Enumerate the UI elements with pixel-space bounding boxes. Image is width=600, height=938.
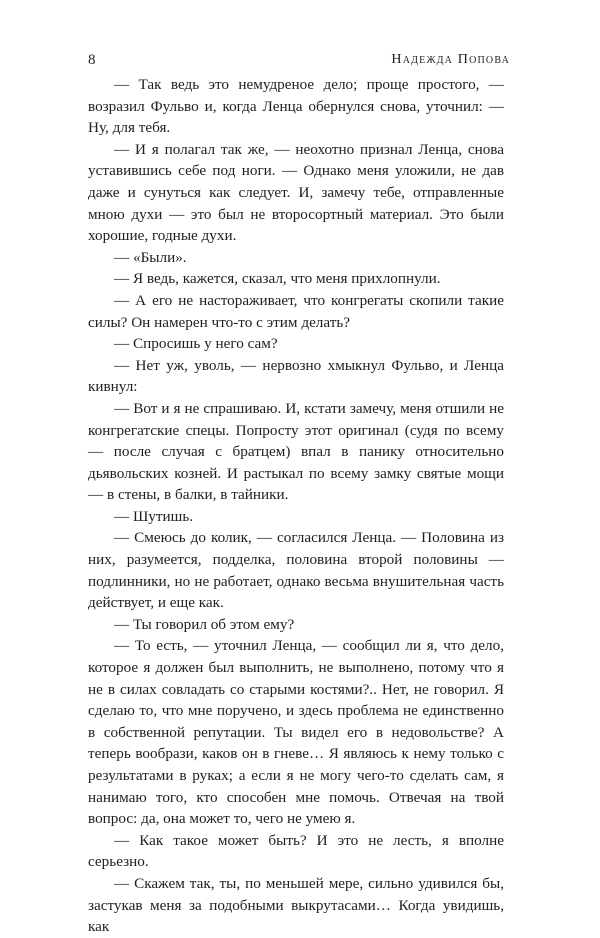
paragraph: — Нет уж, уволь, — нервозно хмыкнул Фульво, и Ленца кивнул: (88, 356, 504, 396)
paragraph: — Смеюсь до колик, — согласился Ленца. — Половина из них, разумеется, подделка, половина второй половины — подлинники, но не работает, однако весьма внушительная часть действует, и еще как. (88, 529, 504, 612)
paragraph: — «Были». (114, 248, 187, 266)
running-head-author: Надежда Попова (391, 52, 510, 67)
paragraph: — Я ведь, кажется, сказал, что меня прихлопнули. (114, 270, 441, 288)
paragraph: — Ты говорил об этом ему? (114, 615, 295, 633)
page-number: 8 (88, 52, 96, 68)
body-text (88, 74, 504, 938)
paragraph: — Вот и я не спрашиваю. И, кстати замечу, меня отшили не конгрегатские спецы. Попросту этот оригинал (судя по всему — после случая с братцем) впал в панику относительно дьявольских козней. И растыкал по всему замку святые мощи — в стены, в балки, в тайники. (88, 399, 504, 504)
paragraph: — То есть, — уточнил Ленца, — сообщил ли я, что дело, которое я должен был выполнить, не выполнено, потому что я не в силах совладать со старыми костями?.. Нет, не говорил. Я сделаю то, что мне поручено, и здесь проблема не единственно в собственной репутации. Ты видел его в недовольстве? А теперь вообрази, каков он в гневе… Я являюсь к нему только с результатами в руках; а если я не могу чего-то сделать сам, я нанимаю того, кто способен мне помочь. Отвечая на твой вопрос: да, она может то, чего не умею я. (88, 637, 504, 828)
paragraph: — Скажем так, ты, по меньшей мере, сильно удивился бы, застукав меня за подобными выкрутасами… Когда увидишь, как (88, 874, 504, 936)
paragraph: — И я полагал так же, — неохотно признал Ленца, снова уставившись себе под ноги. — Однако меня уложили, не дав даже и сунуться как следует. И, замечу тебе, отправленные мною духи — это был не второсортный материал. Это были хорошие, годные духи. (88, 140, 504, 245)
paragraph: — Спросишь у него сам? (114, 335, 278, 353)
paragraph: — Так ведь это немудреное дело; проще простого, — возразил Фульво и, когда Ленца обернулся снова, уточнил: — Ну, для тебя. (88, 76, 504, 137)
paragraph: — А его не настораживает, что конгрегаты скопили такие силы? Он намерен что-то с этим делать? (88, 291, 504, 331)
paragraph: — Как такое может быть? И это не лесть, я вполне серьезно. (88, 831, 504, 871)
paragraph: — Шутишь. (114, 507, 194, 525)
